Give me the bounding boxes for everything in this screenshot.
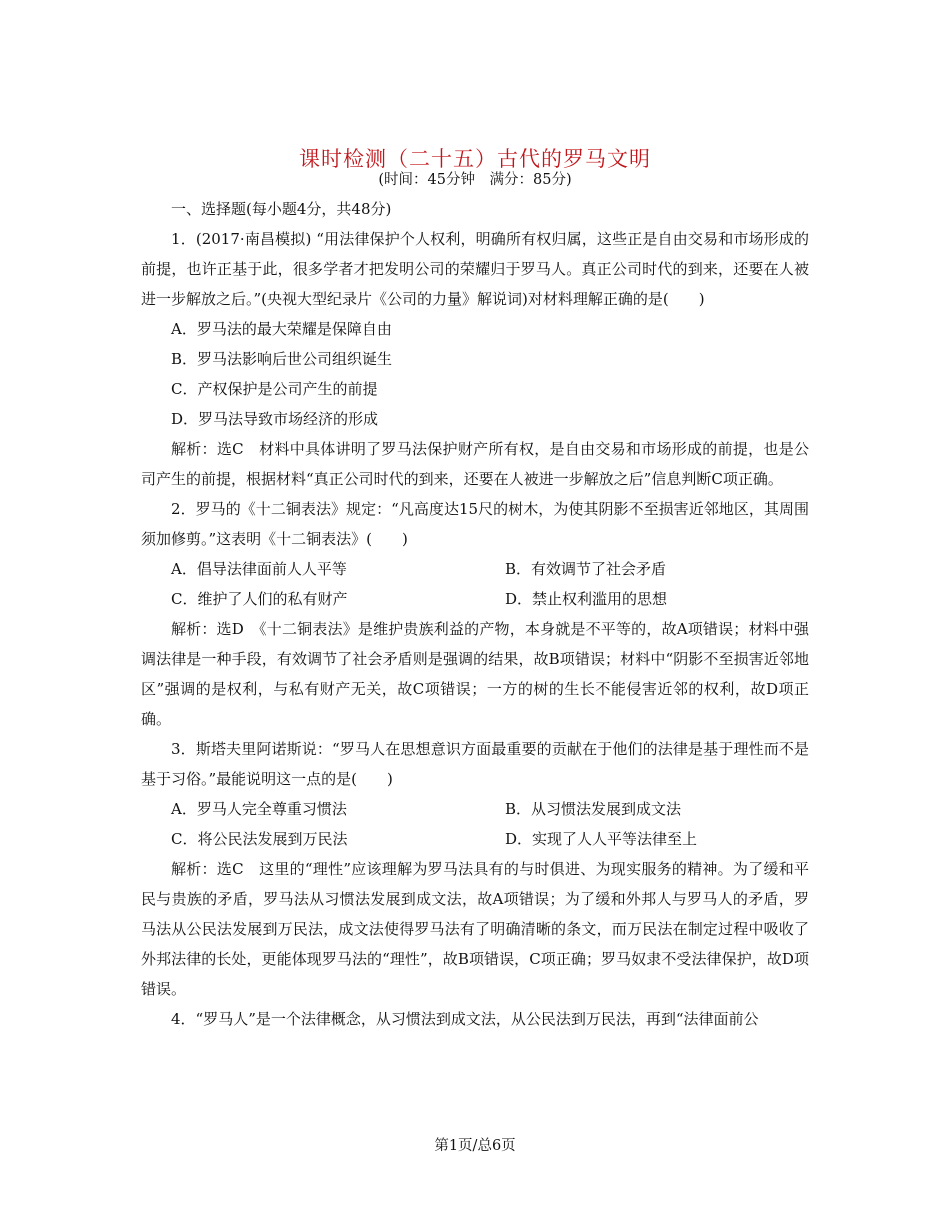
page-footer: 第1页/总6页 <box>434 1138 516 1154</box>
question-1-option-c: C．产权保护是公司产生的前提 <box>171 380 378 398</box>
question-1-analysis: 解析：选C 材料中具体讲明了罗马法保护财产所有权，是自由交易和市场形成的前提，也是公司产生的前提，根据材料“真正公司时代的到来，还要在人被进一步解放之后”信息判断C项正确。 <box>141 440 809 488</box>
question-2-option-c: C．维护了人们的私有财产 <box>171 590 348 608</box>
question-2-options-row-1 <box>141 554 809 584</box>
document-title: 课时检测（二十五）古代的罗马文明 <box>299 147 651 171</box>
question-3-option-c: C．将公民法发展到万民法 <box>171 830 348 848</box>
question-1-stem: 1．(2017·南昌模拟) “用法律保护个人权利，明确所有权归属，这些正是自由交易和市场形成的前提，也许正基于此，很多学者才把发明公司的荣耀归于罗马人。真正公司时代的到来，还要在人被进一步解放之后。”(央视大型纪录片《公司的力量》解说词)对材料理解正确的是( ) <box>141 230 809 308</box>
question-2-option-a: A．倡导法律面前人人平等 <box>171 560 347 578</box>
question-2-option-d: D．禁止权利滥用的思想 <box>505 590 668 608</box>
question-3-options-row-1 <box>141 794 809 824</box>
question-2-stem: 2．罗马的《十二铜表法》规定：“凡高度达15尺的树木，为使其阴影不至损害近邻地区，其周围须加修剪。”这表明《十二铜表法》( ) <box>141 500 809 548</box>
section-heading: 一、选择题(每小题4分，共48分) <box>171 200 392 218</box>
question-2-options-row-2 <box>141 584 809 614</box>
question-3-option-b: B．从习惯法发展到成文法 <box>505 800 682 818</box>
question-1-option-a: A．罗马法的最大荣耀是保障自由 <box>171 320 392 338</box>
question-1-option-b: B．罗马法影响后世公司组织诞生 <box>171 350 393 368</box>
question-3-option-a: A．罗马人完全尊重习惯法 <box>171 800 347 818</box>
question-3-options-row-2 <box>141 824 809 854</box>
question-3-analysis: 解析：选C 这里的“理性”应该理解为罗马法具有的与时俱进、为现实服务的精神。为了缓和平民与贵族的矛盾，罗马法从习惯法发展到成文法，故A项错误；为了缓和外邦人与罗马人的矛盾，罗马法从公民法发展到万民法，成文法使得罗马法有了明确清晰的条文，而万民法在制定过程中吸收了外邦法律的长处，更能体现罗马法的“理性”，故B项错误，C项正确；罗马奴隶不受法律保护，故D项错误。 <box>141 860 809 998</box>
question-2-analysis: 解析：选D 《十二铜表法》是维护贵族利益的产物，本身就是不平等的，故A项错误；材料中强调法律是一种手段，有效调节了社会矛盾则是强调的结果，故B项错误；材料中“阴影不至损害近邻地区”强调的是权利，与私有财产无关，故C项错误；一方的树的生长不能侵害近邻的权利，故D项正确。 <box>141 620 809 728</box>
question-3-option-d: D．实现了人人平等法律至上 <box>505 830 698 848</box>
question-3-stem: 3．斯塔夫里阿诺斯说：“罗马人在思想意识方面最重要的贡献在于他们的法律是基于理性而不是基于习俗。”最能说明这一点的是( ) <box>141 740 809 788</box>
question-2-option-b: B．有效调节了社会矛盾 <box>505 560 667 578</box>
document-body <box>141 194 809 1034</box>
question-1-option-d: D．罗马法导致市场经济的形成 <box>171 410 379 428</box>
document-subtitle: (时间：45分钟 满分：85分) <box>378 172 572 188</box>
question-4-stem: 4．“罗马人”是一个法律概念，从习惯法到成文法，从公民法到万民法，再到“法律面前公 <box>171 1010 759 1028</box>
